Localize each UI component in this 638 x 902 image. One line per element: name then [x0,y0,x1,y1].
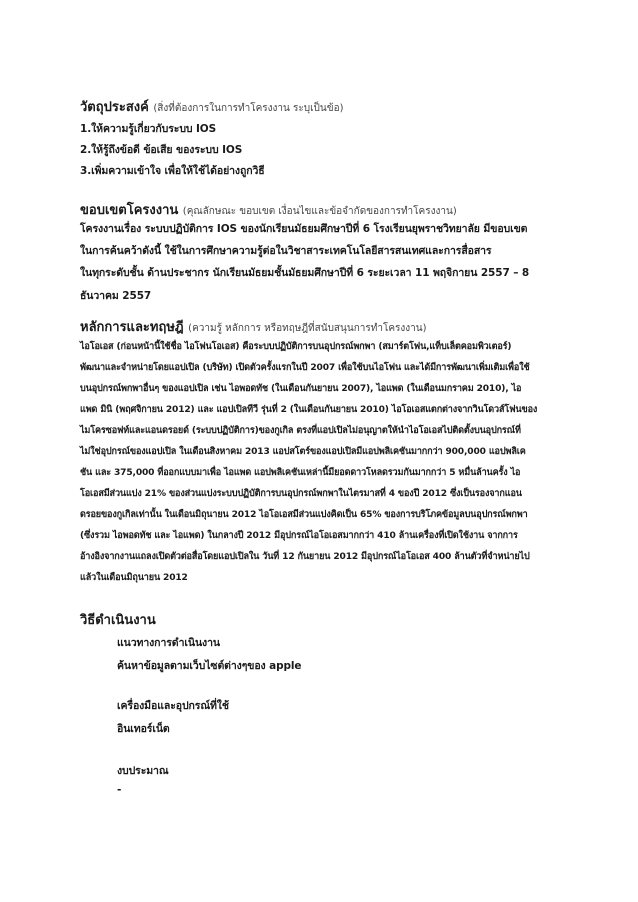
scope-note: (คุณลักษณะ ขอบเขต เงื่อนไขและข้อจำกัดของการทำโครงงาน) [182,206,457,217]
objective-item-1: 1.ให้ความรู้เกี่ยวกับระบบ IOS [80,123,217,135]
principles-line-9: ดรอยของกูเกิลเท่านั้น ในเดือนมิถุนายน 2012 ไอโอเอสมีส่วนแบ่งคิดเป็น 65% ของการบริโภคข้อมูลบนอุปกรณ์พกพา [80,510,528,520]
principles-line-5: ไมโครซอฟท์และแอนดรอยด์ (ระบบปฏิบัติการ)ของกูเกิล ตรงที่แอปเปิลไม่อนุญาตให้นำไอโอเอสไปติดตั้งบนอุปกรณ์ที่ [80,426,521,436]
objective-item-3: 3.เพิ่มความเข้าใจ เพื่อให้ใช้ได้อย่างถูกวิธี [80,165,265,177]
principles-heading-line [80,316,427,337]
method-budget-label: งบประมาณ [117,765,169,777]
scope-line-2: ในการค้นคว้าดังนี้ ใช้ในการศึกษาความรู้ต่อในวิชาสาระเทคโนโลยีสารสนเทศและการสื่อสาร [80,245,492,257]
scope-heading-line [80,199,457,220]
objectives-heading: วัตถุประสงค์ [80,100,149,115]
principles-line-3: บนอุปกรณ์พกพาอื่นๆ ของแอปเปิล เช่น ไอพอดทัช (ในเดือนกันยายน 2007), ไอแพด (ในเดือนมกราคม 2010), ไอ [80,384,522,394]
method-tools-value: อินเทอร์เน็ต [117,723,170,735]
scope-line-3: ในทุกระดับชั้น ด้านประชากร นักเรียนมัธยมชั้นมัธยมศึกษาปีที่ 6 ระยะเวลา 11 พฤจิกายน 2557 – 8 [80,267,530,279]
principles-line-11: อ้างอิงจากงานแถลงเปิดตัวต่อสื่อโดยแอปเปิลใน วันที่ 12 กันยายน 2012 มีอุปกรณ์ไอโอเอส 400 ล้านตัวที่จำหน่ายไป [80,552,530,562]
scope-heading: ขอบเขตโครงงาน [80,203,179,218]
principles-line-10: (ซึ่งรวม ไอพอดทัช และ ไอแพด) ในกลางปี 2012 มีอุปกรณ์ไอโอเอสมากกว่า 410 ล้านเครื่องที่เปิดใช้งาน จากการ [80,531,518,541]
principles-line-4: แพด มินิ (พฤศจิกายน 2012) และ แอปเปิลทีวี รุ่นที่ 2 (ในเดือนกันยายน 2010) ไอโอเอสแตกต่างจากวินโดวส์โฟนของ [80,405,538,415]
method-approach-label: แนวทางการดำเนินงาน [117,637,220,649]
objectives-note: (สิ่งที่ต้องการในการทำโครงงาน ระบุเป็นข้อ) [153,103,344,114]
principles-line-2: พัฒนาและจำหน่ายโดยแอปเปิล (บริษัท) เปิดตัวครั้งแรกในปี 2007 เพื่อใช้บนไอโฟน และได้มีการพัฒนาเพิ่มเติมเพื่อใช้ [80,363,530,373]
principles-line-12: แล้วในเดือนมิถุนายน 2012 [80,573,188,583]
method-approach-value: ค้นหาข้อมูลตามเว็บไซต์ต่างๆของ apple [117,660,302,672]
principles-heading: หลักการและทฤษฎี [80,320,184,335]
principles-line-8: โอเอสมีส่วนแบ่ง 21% ของส่วนแบ่งระบบปฏิบัติการบนอุปกรณ์พกพาในไตรมาสที่ 4 ของปี 2012 ซึ่งเป็นรองจากแอน [80,489,522,499]
objectives-heading-line [80,96,343,117]
scope-line-4: ธันวาคม 2557 [80,290,152,302]
principles-note: (ความรู้ หลักการ หรือทฤษฎีที่สนับสนุนการทำโครงงาน) [188,323,427,334]
method-heading: วิธีดำเนินงาน [80,613,156,628]
objective-item-2: 2.ให้รู้ถึงข้อดี ข้อเสีย ของระบบ IOS [80,144,243,156]
principles-line-7: ชัน และ 375,000 ที่ออกแบบมาเพื่อ ไอแพด แอปพลิเคชันเหล่านี้มียอดดาวโหลดรวมกันมากกว่า 5 หมื่นล้านครั้ง ไอ [80,468,521,478]
principles-line-6: ไม่ใช่อุปกรณ์ของแอปเปิล ในเดือนสิงหาคม 2013 แอปสโตร์ของแอปเปิลมีแอปพลิเคชันมากกว่า 900,000 แอปพลิเค [80,447,526,457]
principles-line-1: ไอโอเอส (ก่อนหน้านี้ใช้ชื่อ ไอโฟนโอเอส) คือระบบปฏิบัติการบนอุปกรณ์พกพา (สมาร์ตโฟน,แท็บเล็ตคอมพิวเตอร์) [80,342,512,352]
method-tools-label: เครื่องมือและอุปกรณ์ที่ใช้ [117,700,229,712]
scope-line-1: โครงงานเรื่อง ระบบปฏิบัติการ IOS ของนักเรียนมัธยมศึกษาปีที่ 6 โรงเรียนยุพราชวิทยาลัย มีขอบเขต [80,223,528,235]
method-budget-value: - [117,784,122,796]
